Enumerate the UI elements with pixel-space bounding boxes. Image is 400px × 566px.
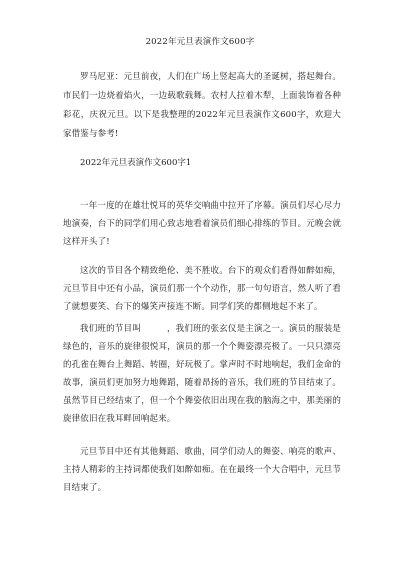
- essay-heading: 2022年元旦表演作文600字1: [80, 158, 192, 168]
- essay-paragraph-4: 元旦节目中还有其他舞蹈、歌曲，同学们动人的舞姿、响亮的歌声、主持人精彩的主持词都使我们如醉如痴。在在最终一个大合唱中，元旦节目结束了。: [63, 447, 341, 493]
- paragraph-3-start: 我们班的节目叫: [80, 324, 141, 334]
- document-title: 2022年元旦表演作文600字: [145, 37, 255, 47]
- essay-paragraph-1: 一年一度的在雄壮悦耳的英华交响曲中拉开了序幕。演员们尽心尽力地演奏，台下的同学们用心致志地看着演员们细心排练的节目。元晚会就这样开头了!: [63, 201, 341, 247]
- intro-paragraph: 罗马尼亚：元旦前夜，人们在广场上竖起高大的圣诞树，搭起舞台。市民们一边烧着焰火，一边载歌载舞。农村人拉着木犁，上面装饰着各种彩花，庆祝元旦。以下是我整理的2022年元旦表演作文600字，欢迎大家借鉴与参考!: [63, 72, 341, 139]
- essay-paragraph-3: [63, 320, 341, 428]
- essay-paragraph-2: 这次的节目各个精致绝伦、美不胜收。台下的观众们看得如醉如痴，元旦节目中还有小品，演员们那一个个动作，那一句句语言，然人听了看了就想要笑、台下的爆笑声接连不断。同学们笑的都侧地起不来了。: [63, 266, 341, 312]
- paragraph-3-rest: ，我们班的张玄仪是主演之一。演员的服装是绿色的，音乐的旋律很悦耳，演员的那一个个舞姿漂亮极了。一只只漂亮的孔雀在舞台上舞蹈、转圈，好玩极了。掌声时不时地响起，我们金命的故事，演员们更加努力地舞蹈，随着昂扬的音乐，我们班的节目结束了。虽然节目已经结束了，但一个个舞姿依旧出现在我的脑海之中，那美丽的旋律依旧在我耳畔回响起来。: [63, 324, 341, 424]
